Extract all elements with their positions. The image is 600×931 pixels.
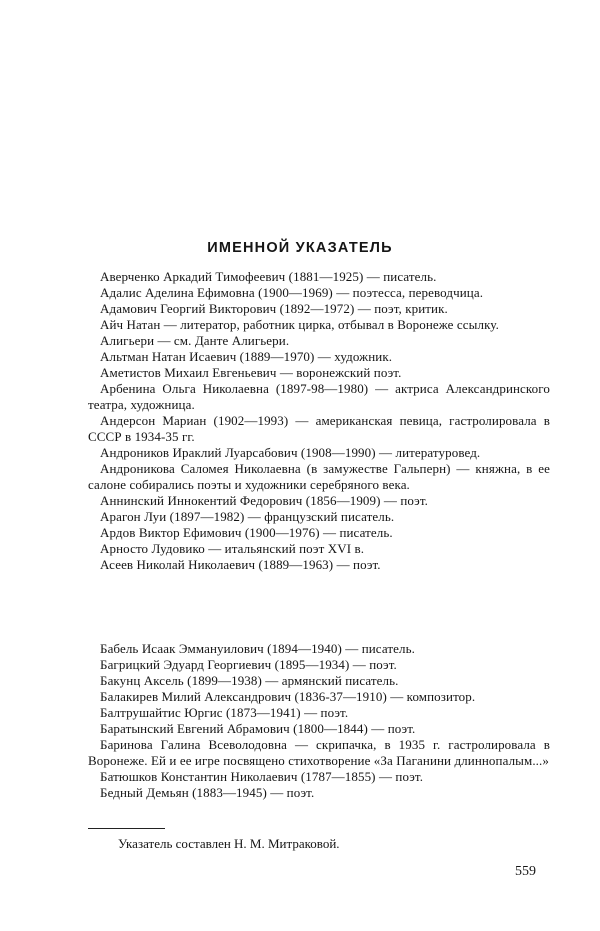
- index-entry: Баратынский Евгений Абрамович (1800—1844) — поэт.: [100, 721, 416, 736]
- index-entry: Адамович Георгий Викторович (1892—1972) — поэт, критик.: [100, 301, 448, 316]
- index-entry: Батюшков Константин Николаевич (1787—1855) — поэт.: [100, 769, 424, 784]
- page-number: 559: [515, 864, 536, 879]
- page-title: ИМЕННОЙ УКАЗАТЕЛЬ: [207, 240, 393, 256]
- compiler-credit: Указатель составлен Н. М. Митраковой.: [118, 836, 340, 851]
- index-entry: Балакирев Милий Александрович (1836-37—1910) — композитор.: [100, 689, 476, 704]
- index-entry: Бакунц Аксель (1899—1938) — армянский писатель.: [100, 673, 399, 688]
- index-entry: Багрицкий Эдуард Георгиевич (1895—1934) — поэт.: [100, 657, 397, 672]
- footnote-rule: [88, 828, 165, 829]
- index-entry: Балтрушайтис Юргис (1873—1941) — поэт.: [100, 705, 349, 720]
- index-entry: Бедный Демьян (1883—1945) — поэт.: [100, 785, 315, 800]
- index-entry: Асеев Николай Николаевич (1889—1963) — поэт.: [100, 557, 381, 572]
- index-entry: Баринова Галина Всеволодовна — скрипачка, в 1935 г. гастролировала в Воронеже. Ей и ее игре посвящено стихотворение «За Паганини длиннопалым...»: [88, 737, 550, 768]
- index-entry: Андроникова Саломея Николаевна (в замужестве Гальперн) — княжна, в ее салоне собирались поэты и художники серебряного века.: [88, 461, 550, 492]
- index-entry: Андерсон Мариан (1902—1993) — американская певица, гастролировала в СССР в 1934-35 гг.: [88, 413, 550, 444]
- index-entry: Айч Натан — литератор, работник цирка, отбывал в Воронеже ссылку.: [100, 317, 499, 332]
- index-entry: Ардов Виктор Ефимович (1900—1976) — писатель.: [100, 525, 393, 540]
- index-entry: Арбенина Ольга Николаевна (1897-98—1980) — актриса Александринского театра, художница.: [88, 381, 550, 412]
- index-section-a: [88, 269, 550, 573]
- index-entry: Аметистов Михаил Евгеньевич — воронежский поэт.: [100, 365, 402, 380]
- index-entry: Аннинский Иннокентий Федорович (1856—1909) — поэт.: [100, 493, 429, 508]
- index-entry: Адалис Аделина Ефимовна (1900—1969) — поэтесса, переводчица.: [100, 285, 484, 300]
- index-entry: Аверченко Аркадий Тимофеевич (1881—1925) — писатель.: [100, 269, 437, 284]
- index-section-b: [88, 641, 550, 801]
- index-entry: Бабель Исаак Эммануилович (1894—1940) — писатель.: [100, 641, 415, 656]
- index-entry: Альтман Натан Исаевич (1889—1970) — художник.: [100, 349, 393, 364]
- index-entry: Алигьери — см. Данте Алигьери.: [100, 333, 290, 348]
- index-entry: Арносто Лудовико — итальянский поэт XVI в.: [100, 541, 365, 556]
- index-entry: Арагон Луи (1897—1982) — французский писатель.: [100, 509, 395, 524]
- index-entry: Андроников Ираклий Луарсабович (1908—1990) — литературовед.: [100, 445, 481, 460]
